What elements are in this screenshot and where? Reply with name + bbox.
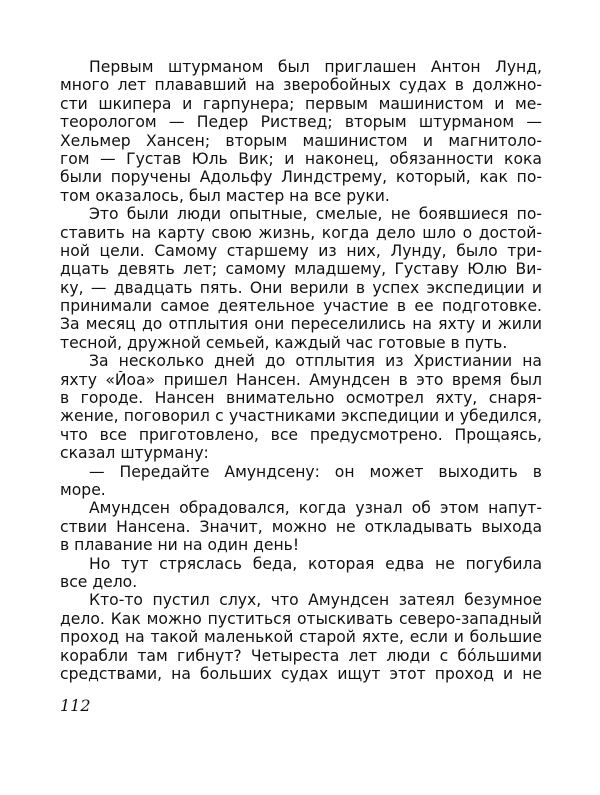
text-line: дело. Как можно пуститься отыскивать северо-западный: [60, 609, 542, 628]
text-line: теорологом — Педер Риствед; вторым штурманом —: [60, 113, 542, 132]
text-line: яхту «Йоа» пришел Нансен. Амундсен в это время был: [60, 370, 542, 389]
page-number: 112: [60, 696, 91, 715]
text-line: жение, поговорил с участниками экспедиции и убедился,: [60, 407, 542, 426]
text-line: За месяц до отплытия они переселились на яхту и жили: [60, 315, 542, 334]
text-line: гом — Густав Юль Вик; и наконец, обязанности кока: [60, 149, 542, 168]
text-line: в городе. Нансен внимательно осмотрел яхту, снаря-: [60, 389, 542, 408]
text-line: средствами, на больших судах ищут этот проход и не: [60, 664, 542, 683]
text-line: ствии Нансена. Значит, можно не откладывать выхода: [60, 517, 542, 536]
text-line: сказал штурману:: [60, 444, 209, 463]
text-line: Амундсен обрадовался, когда узнал об этом напут-: [89, 499, 542, 518]
text-line: том оказалось, был мастер на все руки.: [60, 186, 390, 205]
text-line: все дело.: [60, 572, 138, 591]
body-text: [60, 58, 542, 683]
text-line: принимали самое деятельное участие в ее подготовке.: [60, 297, 542, 316]
text-line: дцать девять лет; самому младшему, Густаву Юлю Ви-: [60, 260, 542, 279]
text-line: сти шкипера и гарпунера; первым машинистом и ме-: [60, 94, 542, 113]
text-line: — Передайте Амундсену: он может выходить в: [89, 462, 542, 481]
text-line: ку, — двадцать пять. Они верили в успех экспедиции и: [60, 278, 542, 297]
text-line: ной цели. Самому старшему из них, Лунду, было три-: [60, 241, 542, 260]
text-line: были поручены Адольфу Линдстрему, который, как по-: [60, 168, 542, 187]
text-line: Первым штурманом был приглашен Антон Лунд,: [89, 58, 542, 76]
text-line: За несколько дней до отплытия из Христиании на: [89, 352, 542, 371]
text-line: Хельмер Хансен; вторым машинистом и магнитоло-: [60, 131, 542, 150]
text-line: ставить на карту свою жизнь, когда дело шло о достой-: [60, 223, 542, 242]
text-line: Это были люди опытные, смелые, не боявшиеся по-: [89, 205, 542, 224]
text-line: тесной, дружной семьей, каждый час готовые в путь.: [60, 333, 508, 352]
text-line: много лет плававший на зверобойных судах в должно-: [60, 76, 542, 95]
text-line: в плавание ни на один день!: [60, 536, 300, 555]
text-line: проход на такой маленькой старой яхте, если и большие: [60, 628, 542, 647]
text-line: Кто-то пустил слух, что Амундсен затеял безумное: [89, 591, 542, 610]
text-line: Но тут стряслась беда, которая едва не погубила: [89, 554, 542, 573]
text-line: море.: [60, 480, 106, 499]
text-line: что все приготовлено, все предусмотрено. Прощаясь,: [60, 425, 542, 444]
text-line: корабли там гибнут? Четыреста лет люди с бóльшими: [60, 646, 542, 665]
